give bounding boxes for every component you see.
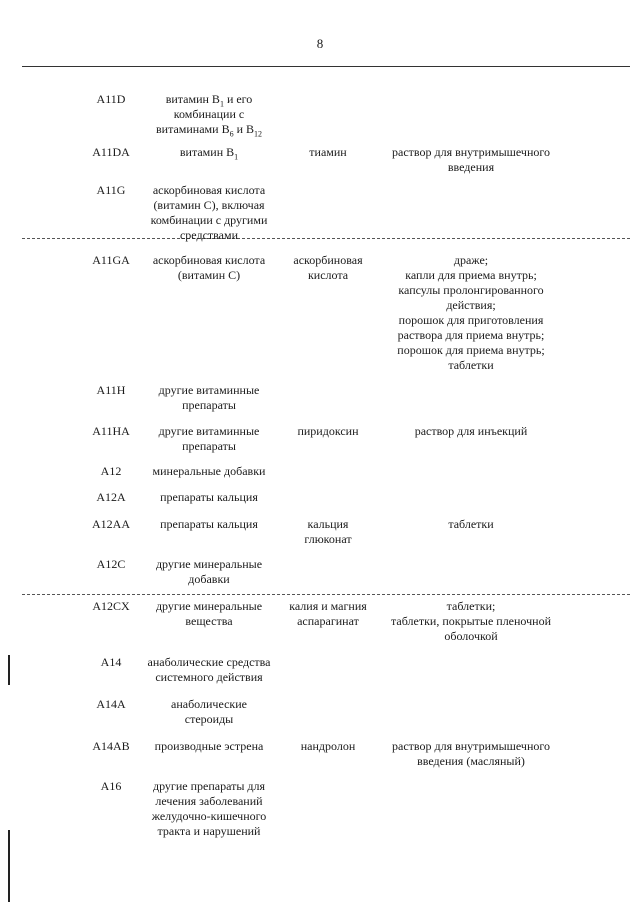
- atc-code: A12CX: [92, 599, 130, 613]
- inn-name: аскорбиновая кислота: [293, 253, 363, 282]
- group-name: производные эстрена: [154, 739, 264, 753]
- atc-code: A12C: [96, 557, 126, 571]
- dosage-form: таблетки; таблетки, покрытые пленочной оболочкой: [390, 599, 551, 643]
- group-name: минеральные добавки: [152, 464, 266, 478]
- page-break-rule: [22, 594, 630, 595]
- dosage-form: раствор для внутримышечного введения (масляный): [392, 739, 550, 768]
- scan-margin-line: [8, 830, 10, 902]
- group-name: другие препараты для лечения заболеваний желудочно-кишечного тракта и нарушений: [151, 779, 267, 838]
- group-name: анаболические средства системного действия: [147, 655, 271, 684]
- atc-code: A11HA: [92, 424, 130, 438]
- atc-code: A12A: [96, 490, 126, 504]
- group-name: другие витаминные препараты: [158, 424, 260, 453]
- atc-code: A11D: [96, 92, 126, 106]
- dosage-form: раствор для инъекций: [414, 424, 528, 438]
- group-name: препараты кальция: [160, 490, 258, 504]
- subscript: 1: [219, 99, 224, 109]
- subscript: 12: [254, 129, 263, 139]
- atc-code: A11DA: [92, 145, 130, 159]
- atc-code: A12: [100, 464, 122, 478]
- group-name: витамин $B_1$: [179, 145, 239, 162]
- subscript: 6: [229, 129, 234, 139]
- scan-margin-line: [8, 655, 10, 685]
- atc-code: A11G: [96, 183, 126, 197]
- dosage-form: драже; капли для приема внутрь; капсулы пролонгированного действия; порошок для приготовления раствора для приема внутрь; порошок для приема внутрь; таблетки: [397, 253, 545, 372]
- subscript: 1: [234, 152, 239, 162]
- inn-name: кальция глюконат: [304, 517, 352, 546]
- atc-code: A16: [100, 779, 122, 793]
- inn-name: калия и магния аспарагинат: [289, 599, 367, 628]
- group-name: аскорбиновая кислота (витамин С): [152, 253, 266, 282]
- inn-name: пиридоксин: [297, 424, 359, 438]
- group-name: анаболические стероиды: [171, 697, 247, 726]
- group-name: другие минеральные добавки: [155, 557, 263, 586]
- atc-code: A12AA: [92, 517, 130, 531]
- group-name: препараты кальция: [160, 517, 258, 531]
- atc-code: A11H: [96, 383, 126, 397]
- page-number: 8: [316, 36, 324, 51]
- atc-code: A14AB: [92, 739, 130, 753]
- group-name: витамин $B_1$ и его комбинации с витаминами $B_6$ и $B_{12}$: [155, 92, 263, 139]
- atc-code: A14A: [96, 697, 126, 711]
- group-name: аскорбиновая кислота (витамин С), включая комбинации с другими средствами: [150, 183, 268, 242]
- page-break-rule: [22, 238, 630, 239]
- atc-code: A11GA: [92, 253, 130, 267]
- inn-name: нандролон: [300, 739, 356, 753]
- inn-name: тиамин: [309, 145, 347, 159]
- dosage-form: таблетки: [448, 517, 494, 531]
- group-name: другие витаминные препараты: [158, 383, 260, 412]
- header-rule: [22, 66, 630, 67]
- group-name: другие минеральные вещества: [155, 599, 263, 628]
- dosage-form: раствор для внутримышечного введения: [392, 145, 550, 174]
- atc-code: A14: [100, 655, 122, 669]
